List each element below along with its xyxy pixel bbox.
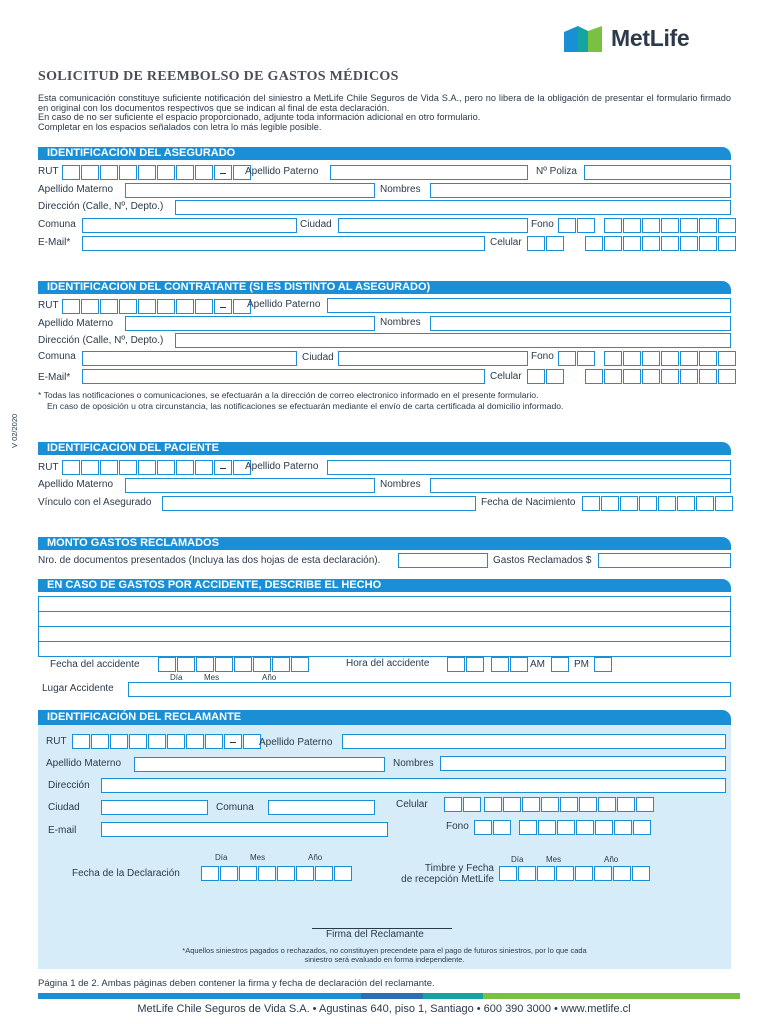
- nombres-label: Nombres: [393, 758, 434, 769]
- dia-label: Día: [511, 855, 524, 864]
- comuna-field[interactable]: [82, 351, 297, 366]
- fecha-nacimiento-label: Fecha de Nacimiento: [481, 497, 576, 508]
- celular-label: Celular: [490, 237, 522, 248]
- celular-number-cells[interactable]: [585, 369, 737, 384]
- intro-text: Esta comunicación constituye suficiente notificación del siniestro a MetLife Chile Seguros de Vida S.A., pero no libera de la obligación de presentar el formulario firmado en original con los documentos respectivos que se indican al final de esta declaración. En caso de no ser suficiente el espacio proporcionado, adjunte toda información adicional en otro formulario. Completar en los espacios señalados con letra lo más legible posible.: [38, 93, 731, 132]
- apellido-materno-field[interactable]: [134, 757, 385, 772]
- footer-bar-green: [483, 993, 740, 999]
- fono-number-cells[interactable]: [519, 820, 652, 835]
- page-note: Página 1 de 2. Ambas páginas deben contener la firma y fecha de declaración del reclamante.: [38, 978, 435, 989]
- ciudad-label: Ciudad: [48, 802, 80, 813]
- fecha-declaracion-cells[interactable]: [201, 866, 353, 881]
- fono-area-cells[interactable]: [474, 820, 512, 835]
- documentos-field[interactable]: [398, 553, 488, 568]
- accident-description-line-4[interactable]: [38, 641, 731, 657]
- fecha-declaracion-label: Fecha de la Declaración: [72, 868, 180, 879]
- ciudad-label: Ciudad: [300, 219, 332, 230]
- email-field[interactable]: [101, 822, 388, 837]
- comuna-label: Comuna: [216, 802, 254, 813]
- firma-label: Firma del Reclamante: [326, 929, 424, 940]
- rut-label: RUT: [38, 166, 59, 177]
- accident-description-line-3[interactable]: [38, 626, 731, 642]
- section-reclamante-header: IDENTIFICACIÓN DEL RECLAMANTE: [38, 710, 731, 725]
- nombres-field[interactable]: [430, 316, 731, 331]
- lugar-accidente-label: Lugar Accidente: [42, 683, 114, 694]
- email-label: E-mail: [48, 825, 77, 836]
- rut-label: RUT: [38, 462, 59, 473]
- apellido-paterno-label: Apellido Paterno: [245, 166, 319, 177]
- section-contratante-header: IDENTIFICACIÓN DEL CONTRATANTE (SI ES DISTINTO AL ASEGURADO): [38, 281, 731, 294]
- section-paciente-header: IDENTIFICACIÓN DEL PACIENTE: [38, 442, 731, 455]
- rut-label: RUT: [38, 300, 59, 311]
- celular-number-cells[interactable]: [484, 797, 655, 812]
- ciudad-field[interactable]: [338, 218, 528, 233]
- ciudad-field[interactable]: [338, 351, 528, 366]
- nombres-field[interactable]: [430, 183, 731, 198]
- apellido-materno-label: Apellido Materno: [38, 479, 114, 490]
- footer-bar-blue: [38, 993, 361, 999]
- nombres-label: Nombres: [380, 479, 421, 490]
- fono-label: Fono: [531, 219, 554, 230]
- comuna-field[interactable]: [82, 218, 297, 233]
- apellido-paterno-field[interactable]: [327, 298, 731, 313]
- vinculo-label: Vínculo con el Asegurado: [38, 497, 152, 508]
- apellido-paterno-label: Apellido Paterno: [245, 461, 319, 472]
- hora-accidente-cells[interactable]: [447, 657, 529, 672]
- nombres-field[interactable]: [440, 756, 726, 771]
- fecha-accidente-label: Fecha del accidente: [50, 659, 140, 670]
- fono-number-cells[interactable]: [604, 351, 737, 366]
- section-accidente-header: EN CASO DE GASTOS POR ACCIDENTE, DESCRIBE EL HECHO: [38, 579, 731, 592]
- apellido-paterno-label: Apellido Paterno: [247, 299, 321, 310]
- gastos-label: Gastos Reclamados $: [493, 555, 592, 566]
- mes-label: Mes: [250, 853, 266, 862]
- lugar-accidente-field[interactable]: [128, 682, 731, 697]
- direccion-label: Dirección (Calle, Nº, Depto.): [38, 335, 164, 346]
- footer-bar-darkblue: [361, 993, 423, 999]
- celular-label: Celular: [396, 799, 428, 810]
- celular-area-cells[interactable]: [444, 797, 482, 812]
- apellido-materno-label: Apellido Materno: [46, 758, 122, 769]
- email-field[interactable]: [82, 369, 485, 384]
- hora-accidente-label: Hora del accidente: [346, 658, 430, 669]
- footer-bar-teal: [423, 993, 483, 999]
- version-label: V 02/2020: [10, 413, 19, 448]
- dia-label: Día: [170, 673, 183, 682]
- direccion-label: Dirección (Calle, Nº, Depto.): [38, 201, 164, 212]
- fono-label: Fono: [531, 351, 554, 362]
- brand-name: MetLife: [611, 25, 690, 51]
- section-monto-header: MONTO GASTOS RECLAMADOS: [38, 537, 731, 550]
- metlife-logo-icon: [562, 24, 602, 54]
- celular-area-cells[interactable]: [527, 236, 565, 251]
- apellido-paterno-field[interactable]: [330, 165, 528, 180]
- rut-cells[interactable]: [62, 299, 252, 314]
- anio-label: Año: [604, 855, 619, 864]
- rut-cells[interactable]: [62, 165, 252, 180]
- fineprint-note: *Aquellos siniestros pagados o rechazados, no constituyen precendete para el pago de futuros siniestros, por lo que cada siniestro será evaluado en forma independiente.: [182, 946, 587, 964]
- rut-cells[interactable]: [62, 460, 252, 475]
- ciudad-label: Ciudad: [302, 352, 334, 363]
- accident-description-line-1[interactable]: [38, 596, 731, 612]
- pm-label: PM: [574, 659, 589, 670]
- apellido-paterno-label: Apellido Paterno: [259, 737, 333, 748]
- footer-company-info: MetLife Chile Seguros de Vida S.A. • Agustinas 640, piso 1, Santiago • 600 390 3000 • www.metlife.cl: [137, 1003, 631, 1015]
- apellido-materno-field[interactable]: [125, 478, 375, 493]
- form-title: SOLICITUD DE REEMBOLSO DE GASTOS MÉDICOS: [38, 69, 399, 84]
- am-label: AM: [530, 659, 545, 670]
- notification-note: * Todas las notificaciones o comunicaciones, se efectuarán a la dirección de correo electronico informado en el presente formulario. En caso de oposición u otra circunstancia, las notificaciones se efectuarán mediante el envío de carta certificada al domicilio informado.: [38, 390, 564, 411]
- ciudad-field[interactable]: [101, 800, 208, 815]
- fono-number-cells[interactable]: [604, 218, 737, 233]
- documentos-label: Nro. de documentos presentados (Incluya las dos hojas de esta declaración).: [38, 555, 381, 566]
- fecha-accidente-cells[interactable]: [158, 657, 310, 672]
- comuna-field[interactable]: [268, 800, 375, 815]
- apellido-materno-label: Apellido Materno: [38, 184, 114, 195]
- mes-label: Mes: [546, 855, 562, 864]
- pm-checkbox[interactable]: [594, 657, 613, 672]
- apellido-materno-label: Apellido Materno: [38, 318, 114, 329]
- apellido-materno-field[interactable]: [125, 316, 375, 331]
- nombres-label: Nombres: [380, 184, 421, 195]
- apellido-paterno-field[interactable]: [342, 734, 726, 749]
- email-label: E-Mail*: [38, 372, 71, 383]
- celular-number-cells[interactable]: [585, 236, 737, 251]
- direccion-field[interactable]: [175, 333, 731, 348]
- celular-area-cells[interactable]: [527, 369, 565, 384]
- rut-label: RUT: [46, 736, 67, 747]
- nombres-field[interactable]: [430, 478, 731, 493]
- email-field[interactable]: [82, 236, 485, 251]
- accident-description-line-2[interactable]: [38, 611, 731, 627]
- poliza-field[interactable]: [584, 165, 731, 180]
- direccion-field[interactable]: [101, 778, 726, 793]
- vinculo-field[interactable]: [162, 496, 476, 511]
- mes-label: Mes: [204, 673, 220, 682]
- am-checkbox[interactable]: [551, 657, 570, 672]
- apellido-materno-field[interactable]: [125, 183, 375, 198]
- fecha-recepcion-cells[interactable]: [499, 866, 651, 881]
- timbre-label: Timbre y Fecha de recepción MetLife: [401, 863, 494, 885]
- apellido-paterno-field[interactable]: [327, 460, 731, 475]
- anio-label: Año: [262, 673, 277, 682]
- comuna-label: Comuna: [38, 351, 76, 362]
- gastos-field[interactable]: [598, 553, 731, 568]
- direccion-field[interactable]: [175, 200, 731, 215]
- fono-label: Fono: [446, 821, 469, 832]
- direccion-label: Dirección: [48, 780, 90, 791]
- poliza-label: Nº Poliza: [536, 166, 577, 177]
- fono-area-cells[interactable]: [558, 351, 596, 366]
- comuna-label: Comuna: [38, 219, 76, 230]
- rut-cells[interactable]: [72, 734, 262, 749]
- nombres-label: Nombres: [380, 317, 421, 328]
- section-asegurado-header: IDENTIFICACIÓN DEL ASEGURADO: [38, 147, 731, 160]
- fono-area-cells[interactable]: [558, 218, 596, 233]
- dia-label: Día: [215, 853, 228, 862]
- anio-label: Año: [308, 853, 323, 862]
- celular-label: Celular: [490, 371, 522, 382]
- email-label: E-Mail*: [38, 237, 71, 248]
- fecha-nacimiento-cells[interactable]: [582, 496, 734, 511]
